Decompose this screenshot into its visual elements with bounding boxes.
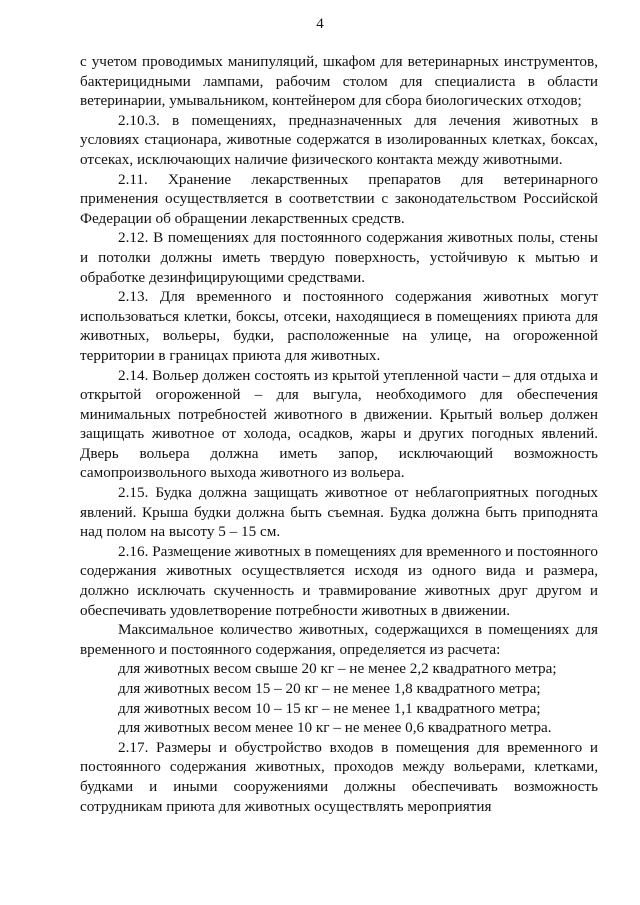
list-item-area: для животных весом 10 – 15 кг – не менее 1,1 квадратного метра; [118, 699, 541, 717]
paragraph-max-count: Максимальное количество животных, содержащихся в помещениях для временного и постоянного содержания, определяется из расчета: [80, 621, 598, 658]
paragraph-2-13: 2.13. Для временного и постоянного содержания животных могут использоваться клетки, боксы, отсеки, находящиеся в помещениях приюта для животных, вольеры, будки, расположенные на улице, на огороженной территории в границах приюта для животных. [80, 288, 598, 364]
paragraph-2-16: 2.16. Размещение животных в помещениях для временного и постоянного содержания животных осуществляется исходя из одного вида и размера, должно исключать скученность и травмирование животных друг другом и обеспечивать удовлетворение потребности животных в движении. [80, 542, 598, 619]
list-item-area: для животных весом свыше 20 кг – не менее 2,2 квадратного метра; [118, 660, 557, 678]
page-number: 4 [316, 16, 324, 32]
paragraph-2-12: 2.12. В помещениях для постоянного содержания животных полы, стены и потолки должны иметь твердую поверхность, устойчивую к мытью и обработке дезинфицирующими средствами. [80, 229, 598, 286]
list-item-area: для животных весом 15 – 20 кг – не менее 1,8 квадратного метра; [118, 680, 541, 697]
paragraph-2-10-3: 2.10.3. в помещениях, предназначенных для лечения животных в условиях стационара, животные содержатся в изолированных клетках, боксах, отсеках, исключающих наличие физического контакта между животными. [80, 111, 598, 168]
document-body [80, 52, 598, 816]
list-item-area: для животных весом менее 10 кг – не менее 0,6 квадратного метра. [118, 719, 552, 737]
paragraph-2-14: 2.14. Вольер должен состоять из крытой утепленной части – для отдыха и открытой огороженной – для выгула, необходимого для обеспечения минимальных потребностей животного в движении. Крытый вольер должен защищать животное от холода, осадков, жары и других погодных явлений. Дверь вольера должна иметь запор, исключающий возможность самопроизвольного выхода животного из вольера. [80, 366, 598, 482]
paragraph-2-11: 2.11. Хранение лекарственных препаратов для ветеринарного применения осуществляется в соответствии с законодательством Российской Федерации об обращении лекарственных средств. [80, 170, 598, 227]
paragraph-2-15: 2.15. Будка должна защищать животное от неблагоприятных погодных явлений. Крыша будки должна быть съемная. Будка должна быть приподнята над полом на высоту 5 – 15 см. [80, 484, 598, 541]
paragraph-continuation: с учетом проводимых манипуляций, шкафом для ветеринарных инструментов, бактерицидными лампами, рабочим столом для специалиста в области ветеринарии, умывальником, контейнером для сбора биологических отходов; [80, 53, 598, 110]
paragraph-2-17: 2.17. Размеры и обустройство входов в помещения для временного и постоянного содержания животных, проходов между вольерами, клетками, будками и иными сооружениями должны обеспечивать возможность сотрудникам приюта для животных осуществлять мероприятия [80, 738, 598, 815]
